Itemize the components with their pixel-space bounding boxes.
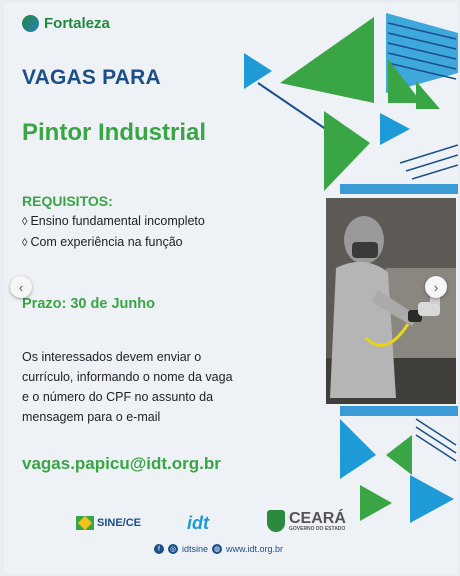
heading-vagas: VAGAS PARA: [22, 66, 161, 89]
idt-label: idt: [187, 513, 209, 533]
carousel-next-button[interactable]: [425, 276, 447, 298]
requirements-title: REQUISITOS:: [22, 193, 113, 209]
chevron-left-icon: ‹: [18, 279, 24, 295]
requirement-item: ◊ Ensino fundamental incompleto: [22, 211, 205, 232]
worker-photo: [326, 198, 456, 404]
requirements-list: [22, 211, 205, 253]
job-title: Pintor Industrial: [22, 119, 207, 146]
ceara-shield-icon: [267, 510, 285, 532]
social-handle: idtsine: [182, 544, 209, 554]
sine-logo: [76, 516, 141, 530]
footer-logos: [4, 508, 458, 538]
ceara-sub-label: GOVERNO DO ESTADO: [289, 525, 346, 532]
instagram-icon[interactable]: ◎: [169, 546, 177, 553]
globe-icon: ◍: [213, 546, 221, 553]
idt-logo: [187, 513, 209, 534]
website-link[interactable]: www.idt.org.br: [226, 544, 284, 554]
decorative-triangles-top: [240, 3, 458, 195]
ceara-logo: [267, 510, 346, 532]
sine-label: SINE/CE: [97, 517, 142, 529]
carousel-prev-button[interactable]: [10, 276, 32, 298]
brand-name: Fortaleza: [44, 15, 110, 32]
requirement-item: ◊ Com experiência na função: [22, 232, 205, 253]
instructions-text: Os interessados devem enviar o currículo, informando o nome da vaga e o número do CPF no assunto da mensagem para o e-mail: [22, 350, 233, 424]
social-footer: [154, 544, 283, 554]
ceara-label: CEARÁ: [289, 509, 346, 527]
chevron-right-icon: ›: [433, 279, 439, 295]
brazil-flag-icon: [76, 516, 94, 530]
job-post-card: [4, 3, 458, 574]
fortaleza-logo-icon: [22, 15, 39, 32]
deadline: Prazo: 30 de Junho: [22, 296, 155, 312]
contact-email[interactable]: vagas.papicu@idt.org.br: [22, 454, 221, 473]
accent-bar-top: [340, 184, 458, 194]
fortaleza-logo: [22, 15, 110, 32]
facebook-icon[interactable]: f: [154, 544, 164, 554]
painter-illustration: [326, 198, 456, 404]
